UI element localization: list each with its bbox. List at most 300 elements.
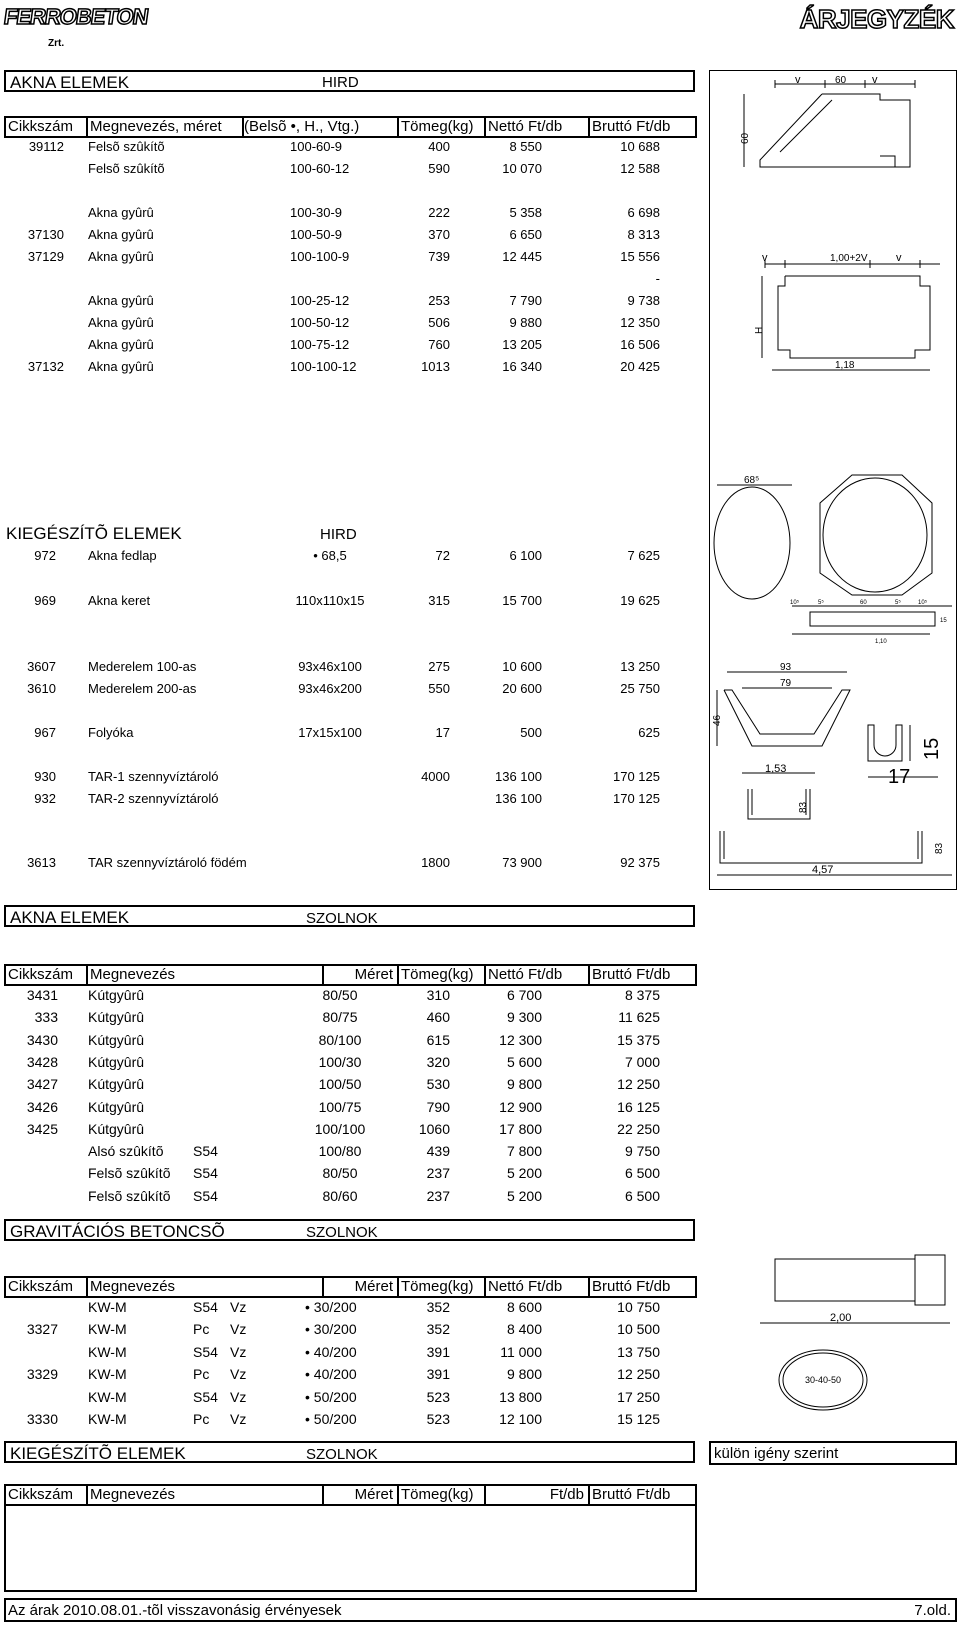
- hdr-gross: Bruttó Ft/db: [588, 1484, 697, 1506]
- dim-h: H: [754, 326, 765, 334]
- cell-name: Kútgyûrû: [88, 1098, 145, 1115]
- drawing-ring: [754, 250, 955, 380]
- cell-code: 932: [34, 791, 56, 806]
- cell-gross: 22 250: [617, 1120, 660, 1137]
- section-location: HIRD: [322, 74, 359, 91]
- table-row: [0, 334, 700, 356]
- cell-mass: 352: [426, 1321, 450, 1338]
- cell-mass: 460: [426, 1009, 450, 1026]
- cell-code: 39112: [28, 139, 64, 154]
- cell-name: Akna gyûrû: [88, 227, 154, 242]
- cell-gross: 6 698: [627, 205, 660, 220]
- cell-size: 100-100-12: [290, 359, 357, 374]
- cell-size: 100-30-9: [290, 205, 343, 220]
- section-title: AKNA ELEMEK: [10, 908, 130, 927]
- cell-gross: 8 375: [624, 987, 660, 1003]
- table-row: [0, 984, 700, 1006]
- cell-code: 37130: [27, 227, 64, 242]
- cell-size: 100-60-12: [290, 161, 350, 176]
- cell-name: Akna gyûrû: [88, 315, 154, 330]
- cell-code: 3426: [26, 1098, 58, 1115]
- cell-class: Vz: [230, 1343, 247, 1360]
- cell-name: Kútgyûrû: [88, 1053, 145, 1070]
- cell-mass: 615: [426, 1031, 450, 1048]
- hdr-net: Nettó Ft/db: [484, 1276, 590, 1298]
- dim-a: 10⁵: [790, 600, 800, 606]
- section-location: SZOLNOK: [306, 1224, 378, 1241]
- table-row: [0, 1051, 700, 1073]
- cell-name: TAR szennyvíztároló födém: [88, 855, 247, 870]
- cell-gross: 10 500: [617, 1321, 660, 1338]
- cell-net: 13 800: [499, 1388, 542, 1405]
- dim-diameter: 68⁵: [744, 475, 760, 486]
- hdr-size: Méret: [322, 964, 399, 986]
- logo-sub: Zrt.: [48, 38, 65, 49]
- section-location: SZOLNOK: [306, 1446, 378, 1463]
- cell-size: 80/50: [322, 1165, 358, 1182]
- hdr-net: Nettó Ft/db: [484, 116, 590, 138]
- dim-bottom: 1,18: [835, 360, 855, 371]
- cell-net: 5 600: [506, 1053, 542, 1070]
- hdr-mass: Tömeg(kg): [397, 1276, 486, 1298]
- table-row: [0, 678, 700, 700]
- table-row: [0, 1185, 700, 1207]
- cell-name: Akna gyûrû: [88, 293, 154, 308]
- cell-gross: 12 350: [620, 315, 660, 330]
- hdr-mass: Tömeg(kg): [397, 1484, 486, 1506]
- cell-name: Alsó szûkítõ: [88, 1143, 164, 1160]
- cell-mass: 237: [426, 1165, 450, 1182]
- cell-name: Kútgyûrû: [88, 987, 145, 1003]
- cell-net: 7 800: [506, 1143, 542, 1160]
- table-row: [0, 1073, 700, 1095]
- cell-mass: 739: [428, 249, 450, 264]
- cell-net: 13 205: [502, 337, 542, 352]
- dim-w: 1,00+2V: [830, 253, 868, 264]
- table-row: [0, 246, 700, 268]
- hdr-name: Megnevezés, méret: [86, 116, 244, 138]
- cell-mass: 253: [428, 293, 450, 308]
- header-row-s5: [4, 1484, 697, 1508]
- dim-w: 60: [835, 75, 847, 86]
- table-row: [0, 224, 700, 246]
- cell-name: Kútgyûrû: [88, 1009, 145, 1026]
- cell-mass: 550: [428, 681, 450, 696]
- cell-code: 972: [34, 548, 56, 563]
- cell-type: S54: [193, 1143, 218, 1160]
- cell-net: 20 600: [502, 681, 542, 696]
- cell-size: 100/30: [318, 1053, 362, 1070]
- cell-name: Felsõ szûkítõ: [88, 1165, 171, 1182]
- cell-net: 11 000: [500, 1343, 542, 1360]
- cell-size: 100-60-9: [290, 139, 343, 154]
- cell-code: 3327: [26, 1321, 58, 1338]
- section-akna-hird: [4, 70, 695, 92]
- table-row: [0, 356, 700, 378]
- cell-gross: 13 750: [617, 1343, 660, 1360]
- dim-f: 15: [940, 618, 947, 624]
- hdr-code: Cikkszám: [4, 116, 88, 138]
- cell-gross: 170 125: [613, 769, 660, 784]
- section-kiegeszito-szolnok: [4, 1441, 695, 1463]
- cell-gross: 16 125: [617, 1098, 660, 1115]
- dim-w: 17: [888, 766, 911, 788]
- cell-code: 969: [34, 593, 56, 608]
- section-title: GRAVITÁCIÓS BETONCSÕ: [10, 1222, 225, 1241]
- cell-size: • 50/200: [305, 1411, 357, 1427]
- table-row: [0, 290, 700, 312]
- section-betoncso-szolnok: [4, 1219, 695, 1241]
- cell-class: Vz: [230, 1366, 247, 1383]
- cell-size: • 30/200: [305, 1321, 357, 1338]
- drawing-pipe: [755, 1255, 955, 1410]
- cell-size: • 40/200: [305, 1343, 357, 1360]
- cell-type: S54: [193, 1388, 218, 1405]
- hdr-net: Nettó Ft/db: [484, 964, 590, 986]
- hdr-mass: Tömeg(kg): [397, 116, 486, 138]
- cell-code: 967: [34, 725, 56, 740]
- cell-net: 8 550: [509, 139, 542, 154]
- cell-net: 9 800: [506, 1366, 542, 1383]
- cell-code: 3427: [26, 1076, 58, 1093]
- dim-bottom: 1,10: [875, 639, 887, 645]
- dim-d: 5⁵: [895, 600, 901, 606]
- table-row: [0, 1341, 700, 1363]
- cell-size: 100-50-9: [290, 227, 343, 242]
- cell-gross: 7 625: [627, 548, 660, 563]
- drawing-channel: [712, 660, 852, 750]
- hdr-name: Megnevezés: [86, 1484, 324, 1506]
- cell-size: 100/80: [318, 1143, 362, 1160]
- table-row: [0, 136, 700, 158]
- cell-size: 80/60: [322, 1187, 358, 1204]
- hdr-code: Cikkszám: [4, 1276, 88, 1298]
- cell-net: 5 200: [506, 1165, 542, 1182]
- cell-size: 17x15x100: [298, 725, 362, 740]
- cell-size: 100-25-12: [290, 293, 350, 308]
- table-row: [0, 1318, 700, 1340]
- hdr-dims: (Belsõ •, H., Vtg.): [242, 116, 399, 138]
- cell-net: 5 358: [509, 205, 542, 220]
- cell-size: • 40/200: [305, 1366, 357, 1383]
- footer: [4, 1598, 957, 1622]
- cell-net: 17 800: [499, 1120, 542, 1137]
- cell-mass: 790: [426, 1098, 450, 1115]
- cell-net: 136 100: [495, 769, 542, 784]
- hdr-net: Ft/db: [484, 1484, 590, 1506]
- cell-size: 100/50: [318, 1076, 362, 1093]
- hdr-gross: Bruttó Ft/db: [588, 964, 697, 986]
- cell-size: 100/100: [314, 1120, 366, 1137]
- cell-gross: 19 625: [620, 593, 660, 608]
- note-box: [709, 1441, 957, 1465]
- dim-w: 4,57: [812, 864, 834, 876]
- cell-mass: 222: [428, 205, 450, 220]
- cell-name: KW-M: [88, 1343, 127, 1360]
- cell-name: Mederelem 100-as: [88, 659, 197, 674]
- cell-size: 93x46x200: [298, 681, 362, 696]
- cell-net: 9 300: [506, 1009, 542, 1026]
- dim-h: 60: [740, 132, 751, 144]
- cell-gross: 15 556: [620, 249, 660, 264]
- cell-code: 3613: [27, 855, 56, 870]
- cell-mass: 4000: [421, 769, 450, 784]
- cell-net: 5 200: [506, 1187, 542, 1204]
- dim-b: 5⁵: [818, 600, 824, 606]
- cell-net: 6 700: [506, 987, 542, 1003]
- cell-name: Akna gyûrû: [88, 249, 154, 264]
- drawing-tank: [740, 765, 820, 825]
- hdr-mass: Tömeg(kg): [397, 964, 486, 986]
- dim-v1: v: [795, 74, 801, 86]
- hdr-size: Méret: [322, 1276, 399, 1298]
- cell-net: 9 800: [506, 1076, 542, 1093]
- dim-top: 93: [780, 662, 792, 673]
- drawing-frame-section: [790, 598, 955, 648]
- cell-name: TAR-1 szennyvíztároló: [88, 769, 219, 784]
- cell-net: 10 070: [502, 161, 542, 176]
- table-row: [0, 852, 700, 874]
- cell-name: Mederelem 200-as: [88, 681, 197, 696]
- cell-code: 37129: [27, 249, 64, 264]
- cell-name: Felsõ szûkítõ: [88, 1187, 171, 1204]
- table-row: [0, 590, 700, 612]
- hdr-name: Megnevezés: [86, 1276, 324, 1298]
- dim-v2: v: [872, 74, 878, 86]
- cell-name: KW-M: [88, 1366, 127, 1383]
- cell-code: 930: [34, 769, 56, 784]
- cell-gross: 92 375: [620, 855, 660, 870]
- cell-name: KW-M: [88, 1411, 127, 1427]
- table-row: [0, 722, 700, 744]
- dim-v2: v: [896, 252, 902, 264]
- dim-c: 60: [860, 600, 867, 606]
- cell-mass: 1013: [421, 359, 450, 374]
- cell-net: 16 340: [502, 359, 542, 374]
- cell-type: Pc: [193, 1321, 210, 1338]
- table-row: [0, 1162, 700, 1184]
- table-row: [0, 158, 700, 180]
- cell-code: 3425: [26, 1120, 58, 1137]
- cell-gross: 12 588: [620, 161, 660, 176]
- section-title: AKNA ELEMEK: [10, 73, 130, 92]
- hdr-name: Megnevezés: [86, 964, 324, 986]
- cell-net: 500: [520, 725, 542, 740]
- table-row: [0, 1118, 700, 1140]
- cell-net: 73 900: [502, 855, 542, 870]
- cell-size: • 30/200: [305, 1299, 357, 1315]
- cell-code: 3428: [26, 1053, 58, 1070]
- cell-name: Felsõ szûkítõ: [88, 139, 165, 154]
- cell-class: Vz: [230, 1321, 247, 1338]
- cell-gross: 6 500: [624, 1187, 660, 1204]
- cell-class: Vz: [230, 1299, 247, 1315]
- dim-w: 1,53: [765, 763, 787, 775]
- cell-mass: 310: [426, 987, 450, 1003]
- cell-name: Akna fedlap: [88, 548, 157, 563]
- cell-type: S54: [193, 1343, 218, 1360]
- page-number: 7.old.: [914, 1602, 951, 1619]
- cell-mass: 315: [428, 593, 450, 608]
- dim-h: 83: [934, 842, 945, 854]
- cell-net: 8 400: [506, 1321, 542, 1338]
- cell-gross: 13 250: [620, 659, 660, 674]
- table-row: [0, 268, 700, 290]
- cell-gross: 17 250: [617, 1388, 660, 1405]
- cell-gross: 10 750: [617, 1299, 660, 1315]
- cell-net: 12 445: [502, 249, 542, 264]
- cell-name: Kútgyûrû: [88, 1076, 145, 1093]
- cell-mass: 530: [426, 1076, 450, 1093]
- cell-gross: 16 506: [620, 337, 660, 352]
- cell-gross: 20 425: [620, 359, 660, 374]
- cell-gross: 6 500: [624, 1165, 660, 1182]
- cell-size: 80/75: [322, 1009, 358, 1026]
- cell-name: TAR-2 szennyvíztároló: [88, 791, 219, 806]
- dim-h: 46: [712, 714, 723, 726]
- cell-net: 136 100: [495, 791, 542, 806]
- cell-mass: 320: [426, 1053, 450, 1070]
- table-row: [0, 788, 700, 810]
- company-logo: [2, 4, 150, 50]
- cell-size: • 68,5: [313, 548, 347, 563]
- table-row: [0, 1296, 700, 1318]
- cell-mass: 1060: [418, 1120, 450, 1137]
- cell-mass: 17: [435, 725, 450, 740]
- cell-name: Folyóka: [88, 725, 134, 740]
- drawing-gutter: [858, 715, 958, 788]
- cell-class: Vz: [230, 1411, 247, 1427]
- cell-mass: 506: [428, 315, 450, 330]
- dim-v1: v: [762, 252, 768, 264]
- cell-type: Pc: [193, 1411, 210, 1427]
- cell-mass: 391: [426, 1343, 450, 1360]
- cell-mass: 523: [426, 1411, 450, 1427]
- dim-e: 10⁵: [918, 600, 928, 606]
- table-row: [0, 1408, 700, 1430]
- cell-gross: 11 625: [618, 1009, 660, 1026]
- cell-gross: 9 750: [624, 1143, 660, 1160]
- note-text: külön igény szerint: [714, 1445, 839, 1462]
- cell-gross: 25 750: [620, 681, 660, 696]
- section-location: HIRD: [320, 526, 357, 543]
- drawing-cover-frame: [712, 465, 952, 600]
- cell-gross: 170 125: [613, 791, 660, 806]
- cell-size: • 50/200: [305, 1388, 357, 1405]
- cell-name: Akna gyûrû: [88, 337, 154, 352]
- cell-size: 93x46x100: [298, 659, 362, 674]
- cell-size: 80/50: [322, 987, 358, 1003]
- cell-net: 6 100: [509, 548, 542, 563]
- cell-code: 3430: [26, 1031, 58, 1048]
- table-row: [0, 1386, 700, 1408]
- cell-name: Akna keret: [88, 593, 151, 608]
- section-title: KIEGÉSZÍTÕ ELEMEK: [10, 1444, 186, 1463]
- section-akna-szolnok: [4, 905, 695, 927]
- empty-table-s5: [4, 1506, 697, 1592]
- cell-gross: 15 375: [617, 1031, 660, 1048]
- cell-net: 15 700: [502, 593, 542, 608]
- table-row: [0, 656, 700, 678]
- cell-size: 100-100-9: [290, 249, 350, 264]
- cell-name: Kútgyûrû: [88, 1031, 145, 1048]
- cell-gross: -: [655, 271, 660, 286]
- cell-mass: 370: [428, 227, 450, 242]
- cell-mass: 275: [428, 659, 450, 674]
- drawing-reducer: [740, 72, 955, 177]
- cell-mass: 352: [426, 1299, 450, 1315]
- table-row: [0, 202, 700, 224]
- cell-gross: 10 688: [620, 139, 660, 154]
- cell-gross: 12 250: [617, 1366, 660, 1383]
- dim-h: 15: [921, 737, 943, 760]
- cell-gross: 12 250: [617, 1076, 660, 1093]
- cell-name: Felsõ szûkítõ: [88, 161, 165, 176]
- drawing-tank-slab: [712, 825, 957, 887]
- cell-name: Kútgyûrû: [88, 1120, 145, 1137]
- cell-code: 3329: [26, 1366, 58, 1383]
- hdr-code: Cikkszám: [4, 964, 88, 986]
- hdr-gross: Bruttó Ft/db: [588, 1276, 697, 1298]
- cell-code: 3431: [26, 987, 58, 1003]
- table-row: [0, 1096, 700, 1118]
- cell-net: 8 600: [506, 1299, 542, 1315]
- cell-code: 333: [34, 1009, 58, 1026]
- cell-type: Pc: [193, 1366, 210, 1383]
- cell-mass: 439: [426, 1143, 450, 1160]
- cell-net: 12 300: [499, 1031, 542, 1048]
- cell-name: Akna gyûrû: [88, 359, 154, 374]
- cell-code: 37132: [27, 359, 64, 374]
- cell-net: 9 880: [509, 315, 542, 330]
- section-title-kiegeszito-hird: KIEGÉSZÍTÕ ELEMEK: [6, 524, 182, 543]
- table-row: [0, 312, 700, 334]
- cell-size: 100/75: [318, 1098, 362, 1115]
- dim-diameters: 30-40-50: [805, 1375, 842, 1385]
- dim-h: 83: [798, 801, 809, 813]
- cell-size: 100-75-12: [290, 337, 350, 352]
- cell-mass: 523: [426, 1388, 450, 1405]
- dim-length: 2,00: [830, 1312, 852, 1324]
- cell-gross: 7 000: [624, 1053, 660, 1070]
- cell-name: Akna gyûrû: [88, 205, 154, 220]
- cell-code: 3610: [27, 681, 56, 696]
- hdr-gross: Bruttó Ft/db: [588, 116, 697, 138]
- section-location: SZOLNOK: [306, 910, 378, 927]
- hdr-code: Cikkszám: [4, 1484, 88, 1506]
- cell-gross: 625: [638, 725, 660, 740]
- cell-type: S54: [193, 1299, 218, 1315]
- hdr-size: Méret: [322, 1484, 399, 1506]
- table-row: [0, 766, 700, 788]
- cell-code: 3330: [26, 1411, 58, 1427]
- cell-mass: 760: [428, 337, 450, 352]
- cell-net: 12 900: [499, 1098, 542, 1115]
- cell-type: S54: [193, 1165, 218, 1182]
- cell-gross: 9 738: [627, 293, 660, 308]
- cell-class: Vz: [230, 1388, 247, 1405]
- cell-gross: 8 313: [627, 227, 660, 242]
- page-title: ÁRJEGYZÉK: [799, 4, 954, 34]
- cell-size: 110x110x15: [295, 593, 365, 608]
- cell-mass: 72: [435, 548, 450, 563]
- table-row: [0, 1363, 700, 1385]
- cell-net: 12 100: [499, 1411, 542, 1427]
- cell-size: 100-50-12: [290, 315, 350, 330]
- cell-size: 80/100: [318, 1031, 362, 1048]
- table-row: [0, 1006, 700, 1028]
- cell-gross: 15 125: [617, 1411, 660, 1427]
